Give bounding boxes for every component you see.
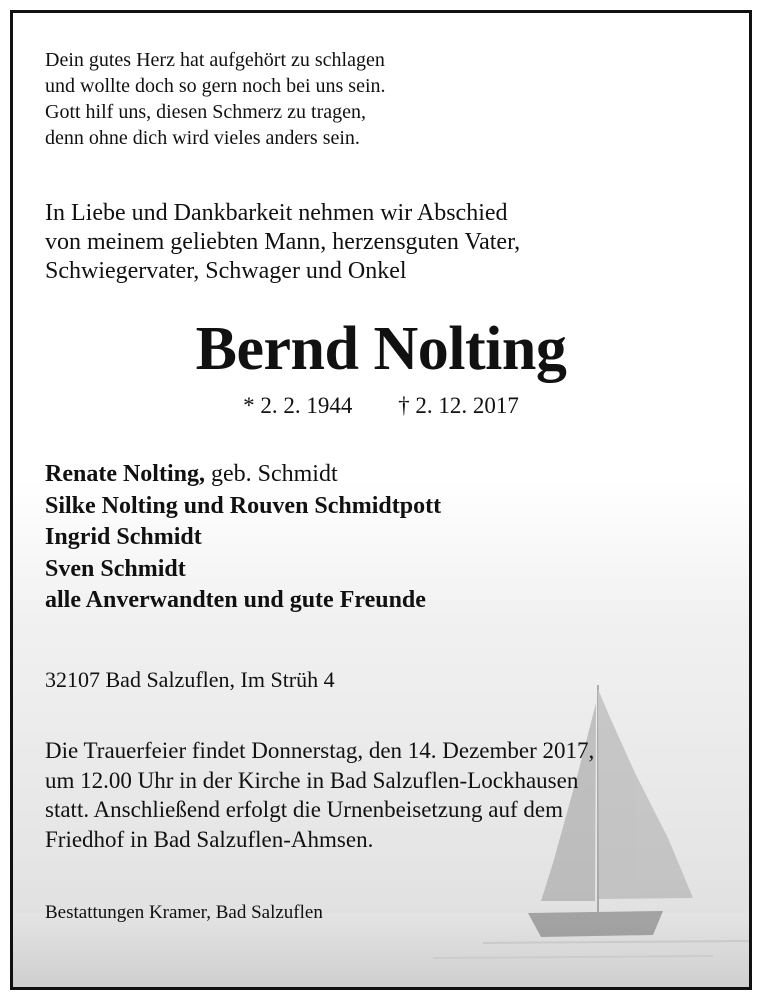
- intro-line: In Liebe und Dankbarkeit nehmen wir Abschied: [45, 200, 508, 226]
- farewell-intro: [45, 199, 520, 286]
- poem-line: Dein gutes Herz hat aufgehört zu schlagen: [45, 49, 385, 71]
- mourner-name: Renate Nolting,: [45, 461, 205, 487]
- mourner-line: Ingrid Schmidt: [45, 524, 202, 550]
- intro-line: Schwiegervater, Schwager und Onkel: [45, 258, 407, 284]
- poem-line: denn ohne dich wird vieles anders sein.: [45, 127, 360, 149]
- mourner-line: [45, 459, 441, 491]
- mourner-line: alle Anverwandten und gute Freunde: [45, 587, 426, 613]
- obituary-frame: [10, 10, 752, 990]
- deceased-name: Bernd Nolting: [195, 315, 567, 383]
- funeral-service-info: [45, 736, 594, 854]
- poem-line: Gott hilf uns, diesen Schmerz zu tragen,: [45, 101, 367, 123]
- memorial-poem: [45, 47, 386, 151]
- undertaker-credit: Bestattungen Kramer, Bad Salzuflen: [45, 902, 323, 923]
- service-line: um 12.00 Uhr in der Kirche in Bad Salzuflen-Lockhausen: [45, 767, 579, 793]
- mourner-note: geb. Schmidt: [204, 461, 338, 487]
- death-date: † 2. 12. 2017: [398, 393, 519, 418]
- service-line: Friedhof in Bad Salzuflen-Ahmsen.: [45, 826, 374, 852]
- mourner-line: Sven Schmidt: [45, 555, 186, 582]
- obituary-content: [13, 13, 749, 987]
- mourner-line: Silke Nolting und Rouven Schmidtpott: [45, 492, 442, 519]
- poem-line: und wollte doch so gern noch bei uns sein.: [45, 75, 386, 97]
- service-line: statt. Anschließend erfolgt die Urnenbeisetzung auf dem: [45, 797, 563, 822]
- mourners-list: [45, 459, 441, 617]
- life-dates: [13, 393, 749, 419]
- birth-date: * 2. 2. 1944: [243, 393, 353, 418]
- family-address: 32107 Bad Salzuflen, Im Strüh 4: [45, 667, 335, 692]
- intro-line: von meinem geliebten Mann, herzensguten Vater,: [45, 229, 521, 255]
- service-line: Die Trauerfeier findet Donnerstag, den 14. Dezember 2017,: [45, 738, 595, 763]
